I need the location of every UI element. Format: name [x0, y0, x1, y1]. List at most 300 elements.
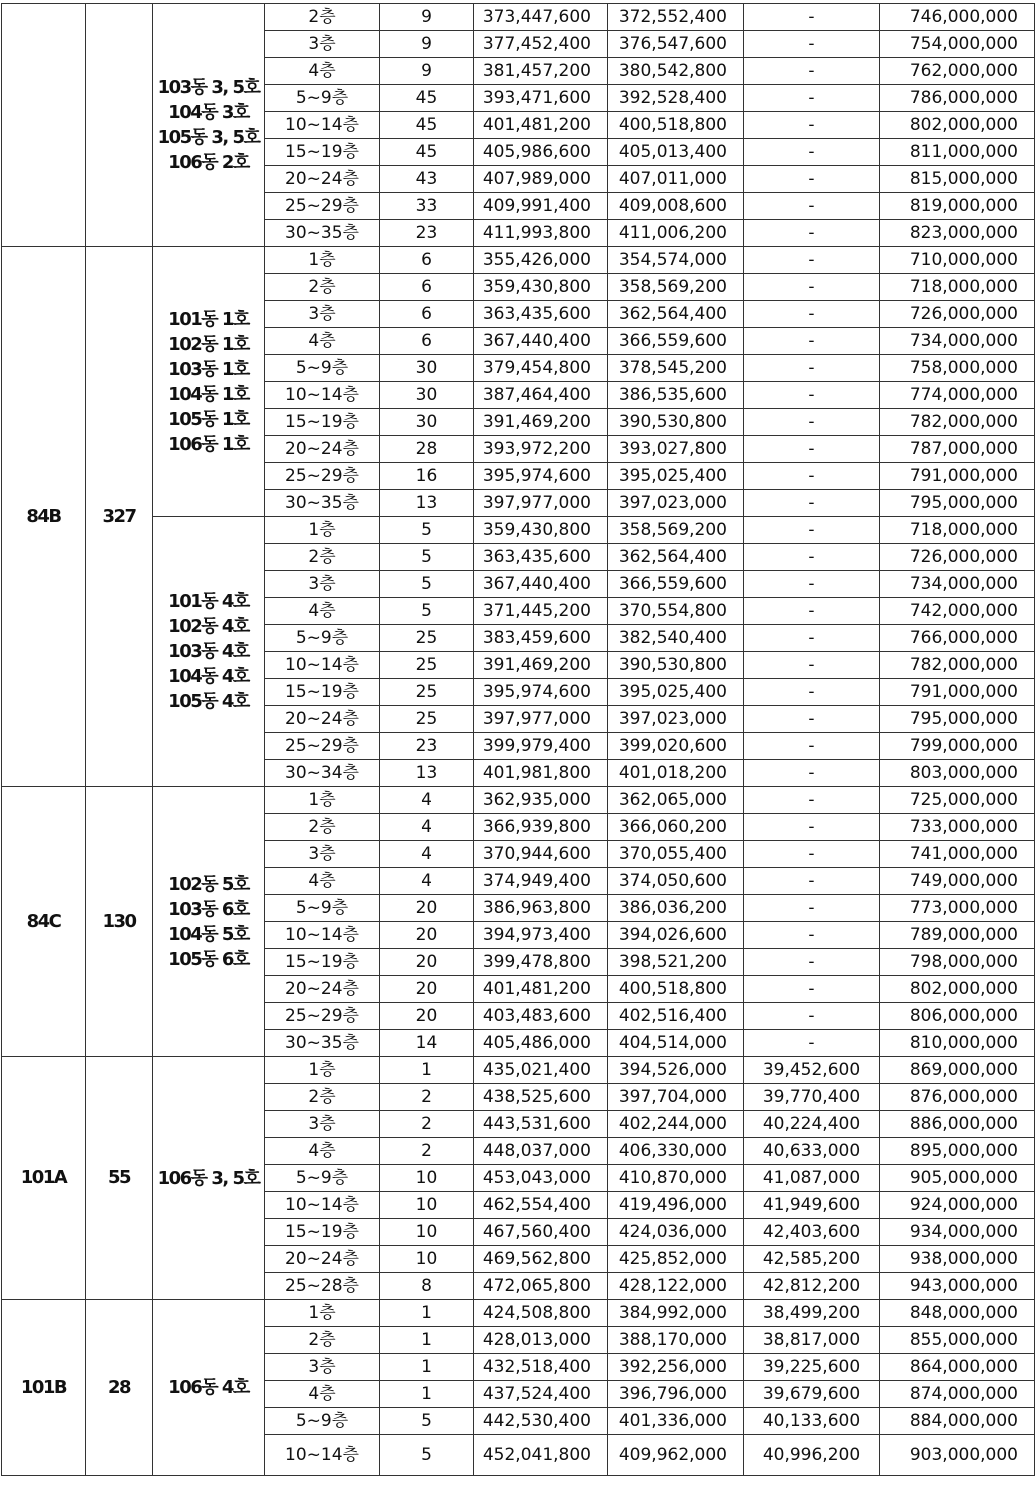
floor-cell: 4층: [265, 1138, 380, 1165]
floor-cell: 30~35층: [265, 220, 380, 247]
count-cell: 20: [380, 1003, 474, 1030]
total-price-cell: 810,000,000: [880, 1030, 1035, 1057]
building-price-cell: 394,026,600: [608, 922, 744, 949]
building-price-cell: 401,018,200: [608, 760, 744, 787]
vat-cell: -: [744, 166, 880, 193]
count-cell: 9: [380, 31, 474, 58]
total-price-cell: 874,000,000: [880, 1381, 1035, 1408]
dong-label: 103동 6호: [168, 898, 249, 920]
building-price-cell: 362,065,000: [608, 787, 744, 814]
count-cell: 1: [380, 1327, 474, 1354]
vat-cell: 39,452,600: [744, 1057, 880, 1084]
table-row: [2, 517, 1035, 544]
vat-cell: -: [744, 355, 880, 382]
total-price-cell: 758,000,000: [880, 355, 1035, 382]
total-price-cell: 802,000,000: [880, 976, 1035, 1003]
land-price-cell: 362,935,000: [474, 787, 608, 814]
count-cell: 1: [380, 1354, 474, 1381]
count-cell: 45: [380, 85, 474, 112]
dong-group-cell: [153, 517, 265, 787]
floor-cell: 1층: [265, 1057, 380, 1084]
land-price-cell: 366,939,800: [474, 814, 608, 841]
floor-cell: 20~24층: [265, 706, 380, 733]
total-price-cell: 795,000,000: [880, 490, 1035, 517]
vat-cell: 40,996,200: [744, 1435, 880, 1476]
floor-cell: 15~19층: [265, 679, 380, 706]
vat-cell: -: [744, 814, 880, 841]
total-price-cell: 791,000,000: [880, 679, 1035, 706]
total-price-cell: 773,000,000: [880, 895, 1035, 922]
units-cell: 55: [86, 1057, 153, 1300]
dong-label: 106동 2호: [168, 152, 249, 173]
total-price-cell: 795,000,000: [880, 706, 1035, 733]
dong-group-cell: [153, 4, 265, 247]
count-cell: 1: [380, 1381, 474, 1408]
count-cell: 28: [380, 436, 474, 463]
vat-cell: -: [744, 4, 880, 31]
building-price-cell: 424,036,000: [608, 1219, 744, 1246]
units-cell: 130: [86, 787, 153, 1057]
dong-label: 102동 1호: [168, 333, 249, 355]
land-price-cell: 373,447,600: [474, 4, 608, 31]
land-price-cell: 359,430,800: [474, 274, 608, 301]
dong-label: 105동 3, 5호: [157, 127, 260, 148]
dong-label: 101동 4호: [168, 591, 249, 612]
vat-cell: -: [744, 301, 880, 328]
land-price-cell: 395,974,600: [474, 679, 608, 706]
total-price-cell: 782,000,000: [880, 652, 1035, 679]
land-price-cell: 442,530,400: [474, 1408, 608, 1435]
building-price-cell: 380,542,800: [608, 58, 744, 85]
vat-cell: -: [744, 787, 880, 814]
floor-cell: 25~29층: [265, 463, 380, 490]
floor-cell: 25~29층: [265, 1003, 380, 1030]
vat-cell: -: [744, 625, 880, 652]
count-cell: 4: [380, 787, 474, 814]
land-price-cell: 405,986,600: [474, 139, 608, 166]
dong-label: 105동 6호: [168, 948, 249, 970]
building-price-cell: 376,547,600: [608, 31, 744, 58]
vat-cell: 42,585,200: [744, 1246, 880, 1273]
land-price-cell: 407,989,000: [474, 166, 608, 193]
units-cell: 28: [86, 1300, 153, 1476]
count-cell: 14: [380, 1030, 474, 1057]
floor-cell: 3층: [265, 1111, 380, 1138]
total-price-cell: 726,000,000: [880, 301, 1035, 328]
building-price-cell: 411,006,200: [608, 220, 744, 247]
count-cell: 9: [380, 4, 474, 31]
building-price-cell: 399,020,600: [608, 733, 744, 760]
total-price-cell: 734,000,000: [880, 571, 1035, 598]
floor-cell: 5~9층: [265, 625, 380, 652]
vat-cell: -: [744, 193, 880, 220]
count-cell: 5: [380, 1435, 474, 1476]
vat-cell: -: [744, 436, 880, 463]
count-cell: 10: [380, 1246, 474, 1273]
land-price-cell: 393,471,600: [474, 85, 608, 112]
dong-label: 105동 4호: [168, 691, 249, 712]
floor-cell: 20~24층: [265, 1246, 380, 1273]
floor-cell: 30~34층: [265, 760, 380, 787]
building-price-cell: 358,569,200: [608, 274, 744, 301]
type-cell: 84B: [2, 247, 86, 787]
building-price-cell: 366,559,600: [608, 328, 744, 355]
vat-cell: -: [744, 382, 880, 409]
land-price-cell: 428,013,000: [474, 1327, 608, 1354]
vat-cell: -: [744, 220, 880, 247]
building-price-cell: 404,514,000: [608, 1030, 744, 1057]
vat-cell: 39,679,600: [744, 1381, 880, 1408]
total-price-cell: 733,000,000: [880, 814, 1035, 841]
vat-cell: -: [744, 841, 880, 868]
building-price-cell: 366,559,600: [608, 571, 744, 598]
building-price-cell: 382,540,400: [608, 625, 744, 652]
count-cell: 25: [380, 679, 474, 706]
count-cell: 13: [380, 490, 474, 517]
floor-cell: 2층: [265, 544, 380, 571]
vat-cell: 39,770,400: [744, 1084, 880, 1111]
count-cell: 5: [380, 544, 474, 571]
dong-label: 106동 3, 5호: [157, 1167, 260, 1189]
vat-cell: 38,817,000: [744, 1327, 880, 1354]
count-cell: 25: [380, 625, 474, 652]
vat-cell: -: [744, 58, 880, 85]
building-price-cell: 392,256,000: [608, 1354, 744, 1381]
land-price-cell: 397,977,000: [474, 490, 608, 517]
vat-cell: -: [744, 31, 880, 58]
count-cell: 1: [380, 1300, 474, 1327]
vat-cell: -: [744, 274, 880, 301]
vat-cell: -: [744, 706, 880, 733]
vat-cell: 41,087,000: [744, 1165, 880, 1192]
land-price-cell: 435,021,400: [474, 1057, 608, 1084]
dong-group-cell: [153, 1057, 265, 1300]
total-price-cell: 749,000,000: [880, 868, 1035, 895]
count-cell: 33: [380, 193, 474, 220]
dong-label: 102동 4호: [168, 616, 249, 637]
floor-cell: 5~9층: [265, 1408, 380, 1435]
floor-cell: 10~14층: [265, 382, 380, 409]
dong-label: 106동 4호: [168, 1377, 249, 1398]
floor-cell: 1층: [265, 247, 380, 274]
type-cell: 101A: [2, 1057, 86, 1300]
vat-cell: -: [744, 598, 880, 625]
land-price-cell: 472,065,800: [474, 1273, 608, 1300]
total-price-cell: 905,000,000: [880, 1165, 1035, 1192]
land-price-cell: 448,037,000: [474, 1138, 608, 1165]
count-cell: 5: [380, 571, 474, 598]
building-price-cell: 402,244,000: [608, 1111, 744, 1138]
land-price-cell: 393,972,200: [474, 436, 608, 463]
land-price-cell: 367,440,400: [474, 328, 608, 355]
total-price-cell: 718,000,000: [880, 517, 1035, 544]
total-price-cell: 938,000,000: [880, 1246, 1035, 1273]
vat-cell: -: [744, 517, 880, 544]
building-price-cell: 388,170,000: [608, 1327, 744, 1354]
land-price-cell: 391,469,200: [474, 652, 608, 679]
total-price-cell: 823,000,000: [880, 220, 1035, 247]
floor-cell: 10~14층: [265, 652, 380, 679]
floor-cell: 30~35층: [265, 490, 380, 517]
land-price-cell: 462,554,400: [474, 1192, 608, 1219]
vat-cell: -: [744, 895, 880, 922]
floor-cell: 15~19층: [265, 409, 380, 436]
floor-cell: 30~35층: [265, 1030, 380, 1057]
price-table: [1, 3, 1035, 1476]
land-price-cell: 437,524,400: [474, 1381, 608, 1408]
building-price-cell: 374,050,600: [608, 868, 744, 895]
building-price-cell: 405,013,400: [608, 139, 744, 166]
vat-cell: -: [744, 571, 880, 598]
table-row: [2, 1057, 1035, 1084]
building-price-cell: 398,521,200: [608, 949, 744, 976]
vat-cell: 42,812,200: [744, 1273, 880, 1300]
floor-cell: 5~9층: [265, 85, 380, 112]
land-price-cell: 367,440,400: [474, 571, 608, 598]
floor-cell: 2층: [265, 814, 380, 841]
building-price-cell: 395,025,400: [608, 679, 744, 706]
total-price-cell: 943,000,000: [880, 1273, 1035, 1300]
building-price-cell: 425,852,000: [608, 1246, 744, 1273]
dong-label: 104동 4호: [168, 666, 249, 687]
floor-cell: 3층: [265, 31, 380, 58]
total-price-cell: 798,000,000: [880, 949, 1035, 976]
total-price-cell: 886,000,000: [880, 1111, 1035, 1138]
land-price-cell: 401,481,200: [474, 112, 608, 139]
floor-cell: 25~28층: [265, 1273, 380, 1300]
dong-label: 106동 1호: [168, 433, 249, 455]
count-cell: 30: [380, 409, 474, 436]
total-price-cell: 806,000,000: [880, 1003, 1035, 1030]
building-price-cell: 372,552,400: [608, 4, 744, 31]
building-price-cell: 390,530,800: [608, 652, 744, 679]
land-price-cell: 401,981,800: [474, 760, 608, 787]
total-price-cell: 815,000,000: [880, 166, 1035, 193]
dong-group-cell: [153, 247, 265, 517]
total-price-cell: 789,000,000: [880, 922, 1035, 949]
floor-cell: 1층: [265, 517, 380, 544]
floor-cell: 4층: [265, 328, 380, 355]
land-price-cell: 443,531,600: [474, 1111, 608, 1138]
count-cell: 10: [380, 1219, 474, 1246]
vat-cell: -: [744, 760, 880, 787]
land-price-cell: 467,560,400: [474, 1219, 608, 1246]
vat-cell: -: [744, 139, 880, 166]
building-price-cell: 354,574,000: [608, 247, 744, 274]
count-cell: 43: [380, 166, 474, 193]
land-price-cell: 432,518,400: [474, 1354, 608, 1381]
building-price-cell: 366,060,200: [608, 814, 744, 841]
total-price-cell: 855,000,000: [880, 1327, 1035, 1354]
land-price-cell: 370,944,600: [474, 841, 608, 868]
floor-cell: 2층: [265, 1084, 380, 1111]
dong-label: 104동 1호: [168, 383, 249, 405]
total-price-cell: 774,000,000: [880, 382, 1035, 409]
building-price-cell: 428,122,000: [608, 1273, 744, 1300]
count-cell: 4: [380, 841, 474, 868]
building-price-cell: 409,962,000: [608, 1435, 744, 1476]
vat-cell: -: [744, 1003, 880, 1030]
floor-cell: 4층: [265, 868, 380, 895]
floor-cell: 4층: [265, 58, 380, 85]
floor-cell: 15~19층: [265, 139, 380, 166]
dong-group-cell: [153, 787, 265, 1057]
floor-cell: 5~9층: [265, 1165, 380, 1192]
vat-cell: 40,224,400: [744, 1111, 880, 1138]
floor-cell: 25~29층: [265, 733, 380, 760]
building-price-cell: 409,008,600: [608, 193, 744, 220]
building-price-cell: 392,528,400: [608, 85, 744, 112]
vat-cell: -: [744, 463, 880, 490]
vat-cell: -: [744, 490, 880, 517]
building-price-cell: 378,545,200: [608, 355, 744, 382]
total-price-cell: 746,000,000: [880, 4, 1035, 31]
floor-cell: 20~24층: [265, 436, 380, 463]
total-price-cell: 742,000,000: [880, 598, 1035, 625]
land-price-cell: 399,478,800: [474, 949, 608, 976]
building-price-cell: 397,704,000: [608, 1084, 744, 1111]
land-price-cell: 403,483,600: [474, 1003, 608, 1030]
land-price-cell: 379,454,800: [474, 355, 608, 382]
total-price-cell: 766,000,000: [880, 625, 1035, 652]
vat-cell: 40,133,600: [744, 1408, 880, 1435]
land-price-cell: 374,949,400: [474, 868, 608, 895]
dong-label: 102동 5호: [168, 873, 249, 895]
floor-cell: 1층: [265, 1300, 380, 1327]
total-price-cell: 803,000,000: [880, 760, 1035, 787]
floor-cell: 5~9층: [265, 895, 380, 922]
total-price-cell: 903,000,000: [880, 1435, 1035, 1476]
vat-cell: 40,633,000: [744, 1138, 880, 1165]
building-price-cell: 390,530,800: [608, 409, 744, 436]
count-cell: 25: [380, 652, 474, 679]
land-price-cell: 469,562,800: [474, 1246, 608, 1273]
total-price-cell: 786,000,000: [880, 85, 1035, 112]
units-cell: 327: [86, 247, 153, 787]
land-price-cell: 383,459,600: [474, 625, 608, 652]
floor-cell: 5~9층: [265, 355, 380, 382]
vat-cell: 41,949,600: [744, 1192, 880, 1219]
dong-label: 104동 3호: [168, 102, 249, 123]
total-price-cell: 762,000,000: [880, 58, 1035, 85]
floor-cell: 15~19층: [265, 949, 380, 976]
land-price-cell: 411,993,800: [474, 220, 608, 247]
total-price-cell: 791,000,000: [880, 463, 1035, 490]
floor-cell: 2층: [265, 274, 380, 301]
land-price-cell: 371,445,200: [474, 598, 608, 625]
total-price-cell: 934,000,000: [880, 1219, 1035, 1246]
count-cell: 20: [380, 895, 474, 922]
count-cell: 45: [380, 139, 474, 166]
floor-cell: 3층: [265, 841, 380, 868]
building-price-cell: 362,564,400: [608, 301, 744, 328]
land-price-cell: 394,973,400: [474, 922, 608, 949]
building-price-cell: 401,336,000: [608, 1408, 744, 1435]
total-price-cell: 895,000,000: [880, 1138, 1035, 1165]
count-cell: 4: [380, 814, 474, 841]
floor-cell: 4층: [265, 598, 380, 625]
building-price-cell: 410,870,000: [608, 1165, 744, 1192]
table-row: [2, 247, 1035, 274]
count-cell: 2: [380, 1084, 474, 1111]
count-cell: 20: [380, 976, 474, 1003]
building-price-cell: 393,027,800: [608, 436, 744, 463]
type-cell: 101B: [2, 1300, 86, 1476]
land-price-cell: 405,486,000: [474, 1030, 608, 1057]
count-cell: 30: [380, 355, 474, 382]
total-price-cell: 819,000,000: [880, 193, 1035, 220]
type-cell: 84C: [2, 787, 86, 1057]
table-row: [2, 1300, 1035, 1327]
land-price-cell: 397,977,000: [474, 706, 608, 733]
land-price-cell: 386,963,800: [474, 895, 608, 922]
table-row: [2, 4, 1035, 31]
total-price-cell: 876,000,000: [880, 1084, 1035, 1111]
count-cell: 16: [380, 463, 474, 490]
total-price-cell: 811,000,000: [880, 139, 1035, 166]
vat-cell: 39,225,600: [744, 1354, 880, 1381]
vat-cell: 42,403,600: [744, 1219, 880, 1246]
floor-cell: 3층: [265, 301, 380, 328]
count-cell: 13: [380, 760, 474, 787]
units-cell: [86, 4, 153, 247]
vat-cell: -: [744, 922, 880, 949]
count-cell: 6: [380, 301, 474, 328]
total-price-cell: 924,000,000: [880, 1192, 1035, 1219]
floor-cell: 10~14층: [265, 1192, 380, 1219]
count-cell: 6: [380, 247, 474, 274]
vat-cell: -: [744, 733, 880, 760]
total-price-cell: 734,000,000: [880, 328, 1035, 355]
total-price-cell: 782,000,000: [880, 409, 1035, 436]
vat-cell: -: [744, 328, 880, 355]
floor-cell: 10~14층: [265, 112, 380, 139]
dong-label: 101동 1호: [168, 308, 249, 330]
building-price-cell: 358,569,200: [608, 517, 744, 544]
land-price-cell: 355,426,000: [474, 247, 608, 274]
building-price-cell: 406,330,000: [608, 1138, 744, 1165]
count-cell: 45: [380, 112, 474, 139]
building-price-cell: 402,516,400: [608, 1003, 744, 1030]
building-price-cell: 370,554,800: [608, 598, 744, 625]
building-price-cell: 394,526,000: [608, 1057, 744, 1084]
land-price-cell: 387,464,400: [474, 382, 608, 409]
land-price-cell: 391,469,200: [474, 409, 608, 436]
total-price-cell: 802,000,000: [880, 112, 1035, 139]
land-price-cell: 401,481,200: [474, 976, 608, 1003]
vat-cell: -: [744, 679, 880, 706]
total-price-cell: 726,000,000: [880, 544, 1035, 571]
land-price-cell: 409,991,400: [474, 193, 608, 220]
floor-cell: 1층: [265, 787, 380, 814]
total-price-cell: 787,000,000: [880, 436, 1035, 463]
vat-cell: -: [744, 112, 880, 139]
dong-label: 104동 5호: [168, 923, 249, 945]
vat-cell: -: [744, 247, 880, 274]
vat-cell: -: [744, 544, 880, 571]
building-price-cell: 396,796,000: [608, 1381, 744, 1408]
land-price-cell: 377,452,400: [474, 31, 608, 58]
land-price-cell: 453,043,000: [474, 1165, 608, 1192]
dong-group-cell: [153, 1300, 265, 1476]
count-cell: 4: [380, 868, 474, 895]
land-price-cell: 395,974,600: [474, 463, 608, 490]
count-cell: 9: [380, 58, 474, 85]
building-price-cell: 395,025,400: [608, 463, 744, 490]
floor-cell: 2층: [265, 4, 380, 31]
dong-label: 103동 4호: [168, 641, 249, 662]
floor-cell: 20~24층: [265, 166, 380, 193]
